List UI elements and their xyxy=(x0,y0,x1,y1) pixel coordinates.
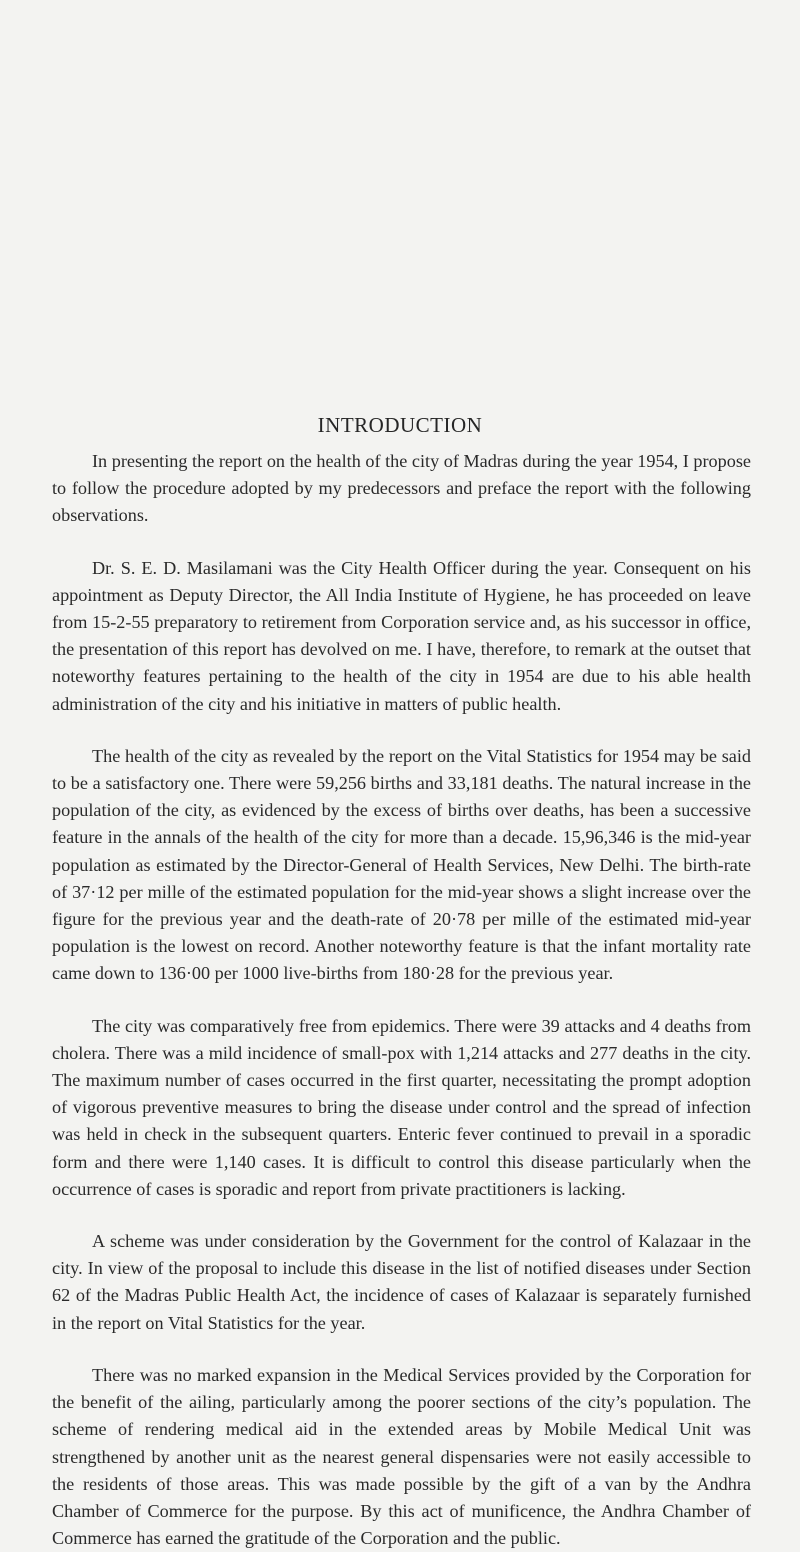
paragraph-health-officer: Dr. S. E. D. Masilamani was the City Health Officer during the year. Consequent on his appointment as Deputy Director, the All India Institute of Hygiene, he has proceeded on leave from 15-2-55 preparatory to retirement from Corporation service and, as his successor in office, the presentation of this report has devolved on me. I have, therefore, to remark at the outset that noteworthy features pertaining to the health of the city in 1954 are due to his able health administration of the city and his initiative in matters of public health. xyxy=(52,557,751,714)
paragraph-kalazaar: A scheme was under consideration by the Government for the control of Kalazaar in the city. In view of the proposal to include this disease in the list of notified diseases under Section 62 of the Madras Public Health Act, the incidence of cases of Kalazaar is separately furnished in the report on Vital Statistics for the year. xyxy=(52,1231,751,1333)
paragraph-epidemics: The city was comparatively free from epidemics. There were 39 attacks and 4 deaths from cholera. There was a mild incidence of small-pox with 1,214 attacks and 277 deaths in the city. The maximum number of cases occurred in the first quarter, necessitating the prompt adoption of vigorous preventive measures to bring the disease under control and the spread of infection was held in check in the subsequent quarters. Enteric fever continued to prevail in a sporadic form and there were 1,140 cases. It is difficult to control this disease particularly when the occurrence of cases is sporadic and report from private practitioners is lacking. xyxy=(52,1015,751,1199)
page-title: INTRODUCTION xyxy=(317,413,483,437)
paragraph-intro: In presenting the report on the health of the city of Madras during the year 1954, I propose to follow the procedure adopted by my predecessors and preface the report with the following observations. xyxy=(52,451,751,526)
body-text xyxy=(52,448,751,1552)
paragraph-medical-services: There was no marked expansion in the Medical Services provided by the Corporation for the benefit of the ailing, particularly among the poorer sections of the city’s population. The scheme of rendering medical aid in the extended areas by Mobile Medical Unit was strengthened by another unit as the nearest general dispensaries were not easily accessible to the residents of those areas. This was made possible by the gift of a van by the Andhra Chamber of Commerce for the purpose. By this act of munificence, the Andhra Chamber of Commerce has earned the gratitude of the Corporation and the public. xyxy=(52,1364,751,1549)
paragraph-vital-statistics: The health of the city as revealed by the report on the Vital Statistics for 1954 may be said to be a satisfactory one. There were 59,256 births and 33,181 deaths. The natural increase in the population of the city, as evidenced by the excess of births over deaths, has been a successive feature in the annals of the health of the city for more than a decade. 15,96,346 is the mid-year population as estimated by the Director-General of Health Services, New Delhi. The birth-rate of 37·12 per mille of the estimated population for the mid-year shows a slight increase over the figure for the previous year and the death-rate of 20·78 per mille of the estimated mid-year population is the lowest on record. Another noteworthy feature is that the infant mortality rate came down to 136·00 per 1000 live-births from 180·28 for the previous year. xyxy=(52,745,751,984)
